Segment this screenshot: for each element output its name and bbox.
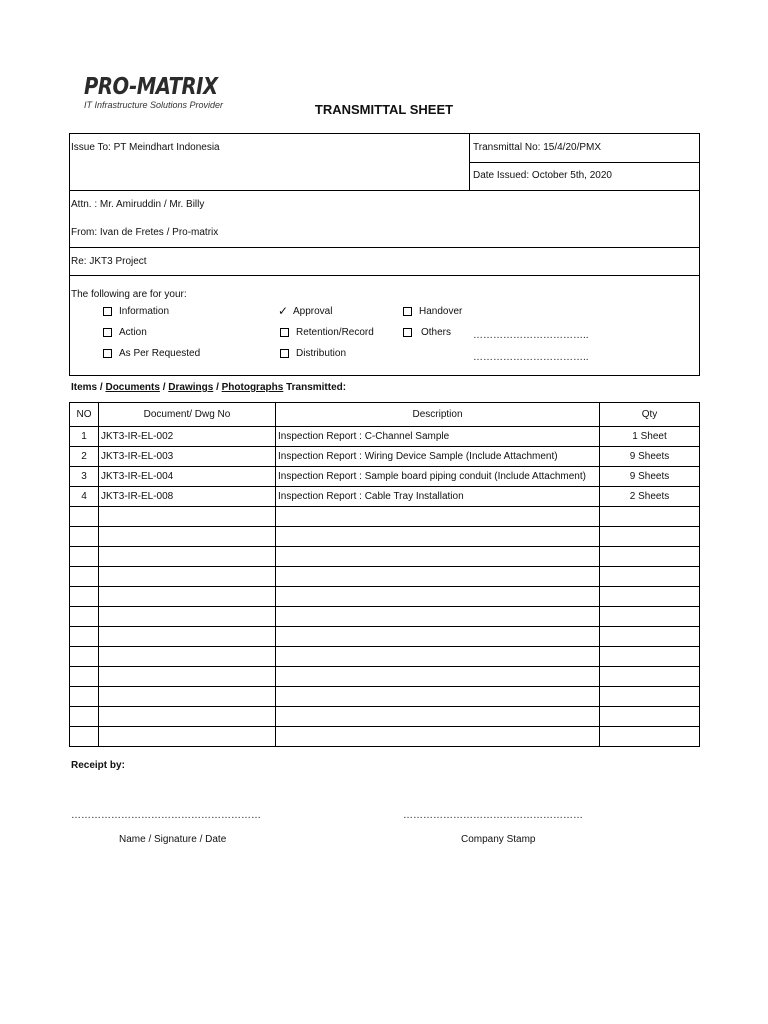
header-divider-2 [69, 247, 700, 248]
empty-row [70, 527, 700, 547]
items-heading-drawings: Drawings [168, 382, 214, 393]
approval-check-icon[interactable]: ✓ [278, 304, 289, 318]
items-heading-documents: Documents [105, 382, 160, 393]
retention-record-label: Retention/Record [296, 327, 374, 338]
others-line-2: …………………………….. [473, 352, 589, 363]
re-field: Re: JKT3 Project [71, 256, 147, 267]
row-description: Inspection Report : Cable Tray Installation [276, 487, 600, 507]
empty-row [70, 547, 700, 567]
information-label: Information [119, 306, 170, 317]
others-checkbox[interactable] [403, 328, 412, 337]
row-description: Inspection Report : C-Channel Sample [276, 427, 600, 447]
table-header-row [70, 403, 700, 427]
as-per-requested-label: As Per Requested [119, 348, 201, 359]
row-document-no: JKT3-IR-EL-008 [99, 487, 276, 507]
row-no: 4 [70, 487, 99, 507]
action-label: Action [119, 327, 147, 338]
empty-row [70, 567, 700, 587]
page-title: TRANSMITTAL SHEET [314, 102, 454, 117]
information-checkbox[interactable] [103, 307, 112, 316]
company-logo: PRO-MATRIX [84, 74, 218, 100]
empty-row [70, 607, 700, 627]
handover-label: Handover [419, 306, 463, 317]
items-heading-sep2: / [216, 382, 219, 393]
row-document-no: JKT3-IR-EL-004 [99, 467, 276, 487]
signature-line: ………………………………………………… [71, 810, 261, 821]
table-row [70, 447, 700, 467]
row-document-no: JKT3-IR-EL-002 [99, 427, 276, 447]
receipt-label: Receipt by: [71, 760, 125, 771]
empty-row [70, 507, 700, 527]
table-row [70, 487, 700, 507]
date-issued-field: Date Issued: October 5th, 2020 [473, 170, 612, 181]
header-divider-transmittal [469, 162, 700, 163]
others-label: Others [421, 327, 452, 338]
items-heading-sep1: / [162, 382, 166, 393]
items-table [69, 402, 700, 747]
row-qty: 1 Sheet [600, 427, 700, 447]
items-heading-transmitted: Transmitted: [286, 382, 347, 393]
items-heading-photographs: Photographs [221, 382, 284, 393]
transmittal-no-field: Transmittal No: 15/4/20/PMX [473, 142, 602, 153]
distribution-label: Distribution [296, 348, 347, 359]
others-line-1: …………………………….. [473, 330, 589, 341]
header-description: Description [276, 403, 600, 427]
header-divider-1 [69, 190, 700, 191]
items-heading [71, 382, 346, 394]
row-description: Inspection Report : Sample board piping conduit (Include Attachment) [276, 467, 600, 487]
attn-field: Attn. : Mr. Amiruddin / Mr. Billy [71, 199, 205, 210]
header-no: NO [70, 403, 99, 427]
signature-caption: Name / Signature / Date [119, 834, 227, 845]
row-document-no: JKT3-IR-EL-003 [99, 447, 276, 467]
row-qty: 9 Sheets [600, 467, 700, 487]
empty-row [70, 627, 700, 647]
empty-row [70, 667, 700, 687]
issue-to-field: Issue To: PT Meindhart Indonesia [71, 142, 220, 153]
approval-label: Approval [293, 306, 333, 317]
row-no: 2 [70, 447, 99, 467]
row-qty: 2 Sheets [600, 487, 700, 507]
table-row [70, 427, 700, 447]
as-per-requested-checkbox[interactable] [103, 349, 112, 358]
empty-row [70, 707, 700, 727]
from-field: From: Ivan de Fretes / Pro-matrix [71, 227, 219, 238]
distribution-checkbox[interactable] [280, 349, 289, 358]
stamp-line: ……………………………………………… [403, 810, 583, 821]
logo-tagline: IT Infrastructure Solutions Provider [84, 100, 224, 110]
stamp-caption: Company Stamp [461, 834, 536, 845]
row-qty: 9 Sheets [600, 447, 700, 467]
action-checkbox[interactable] [103, 328, 112, 337]
header-divider-3 [69, 275, 700, 276]
retention-record-checkbox[interactable] [280, 328, 289, 337]
empty-row [70, 727, 700, 747]
header-document-no: Document/ Dwg No [99, 403, 276, 427]
purpose-intro: The following are for your: [71, 289, 187, 300]
header-qty: Qty [600, 403, 700, 427]
items-heading-items: Items / [71, 382, 103, 393]
empty-row [70, 687, 700, 707]
empty-row [70, 647, 700, 667]
row-no: 3 [70, 467, 99, 487]
row-no: 1 [70, 427, 99, 447]
handover-checkbox[interactable] [403, 307, 412, 316]
empty-row [70, 587, 700, 607]
table-row [70, 467, 700, 487]
row-description: Inspection Report : Wiring Device Sample (Include Attachment) [276, 447, 600, 467]
